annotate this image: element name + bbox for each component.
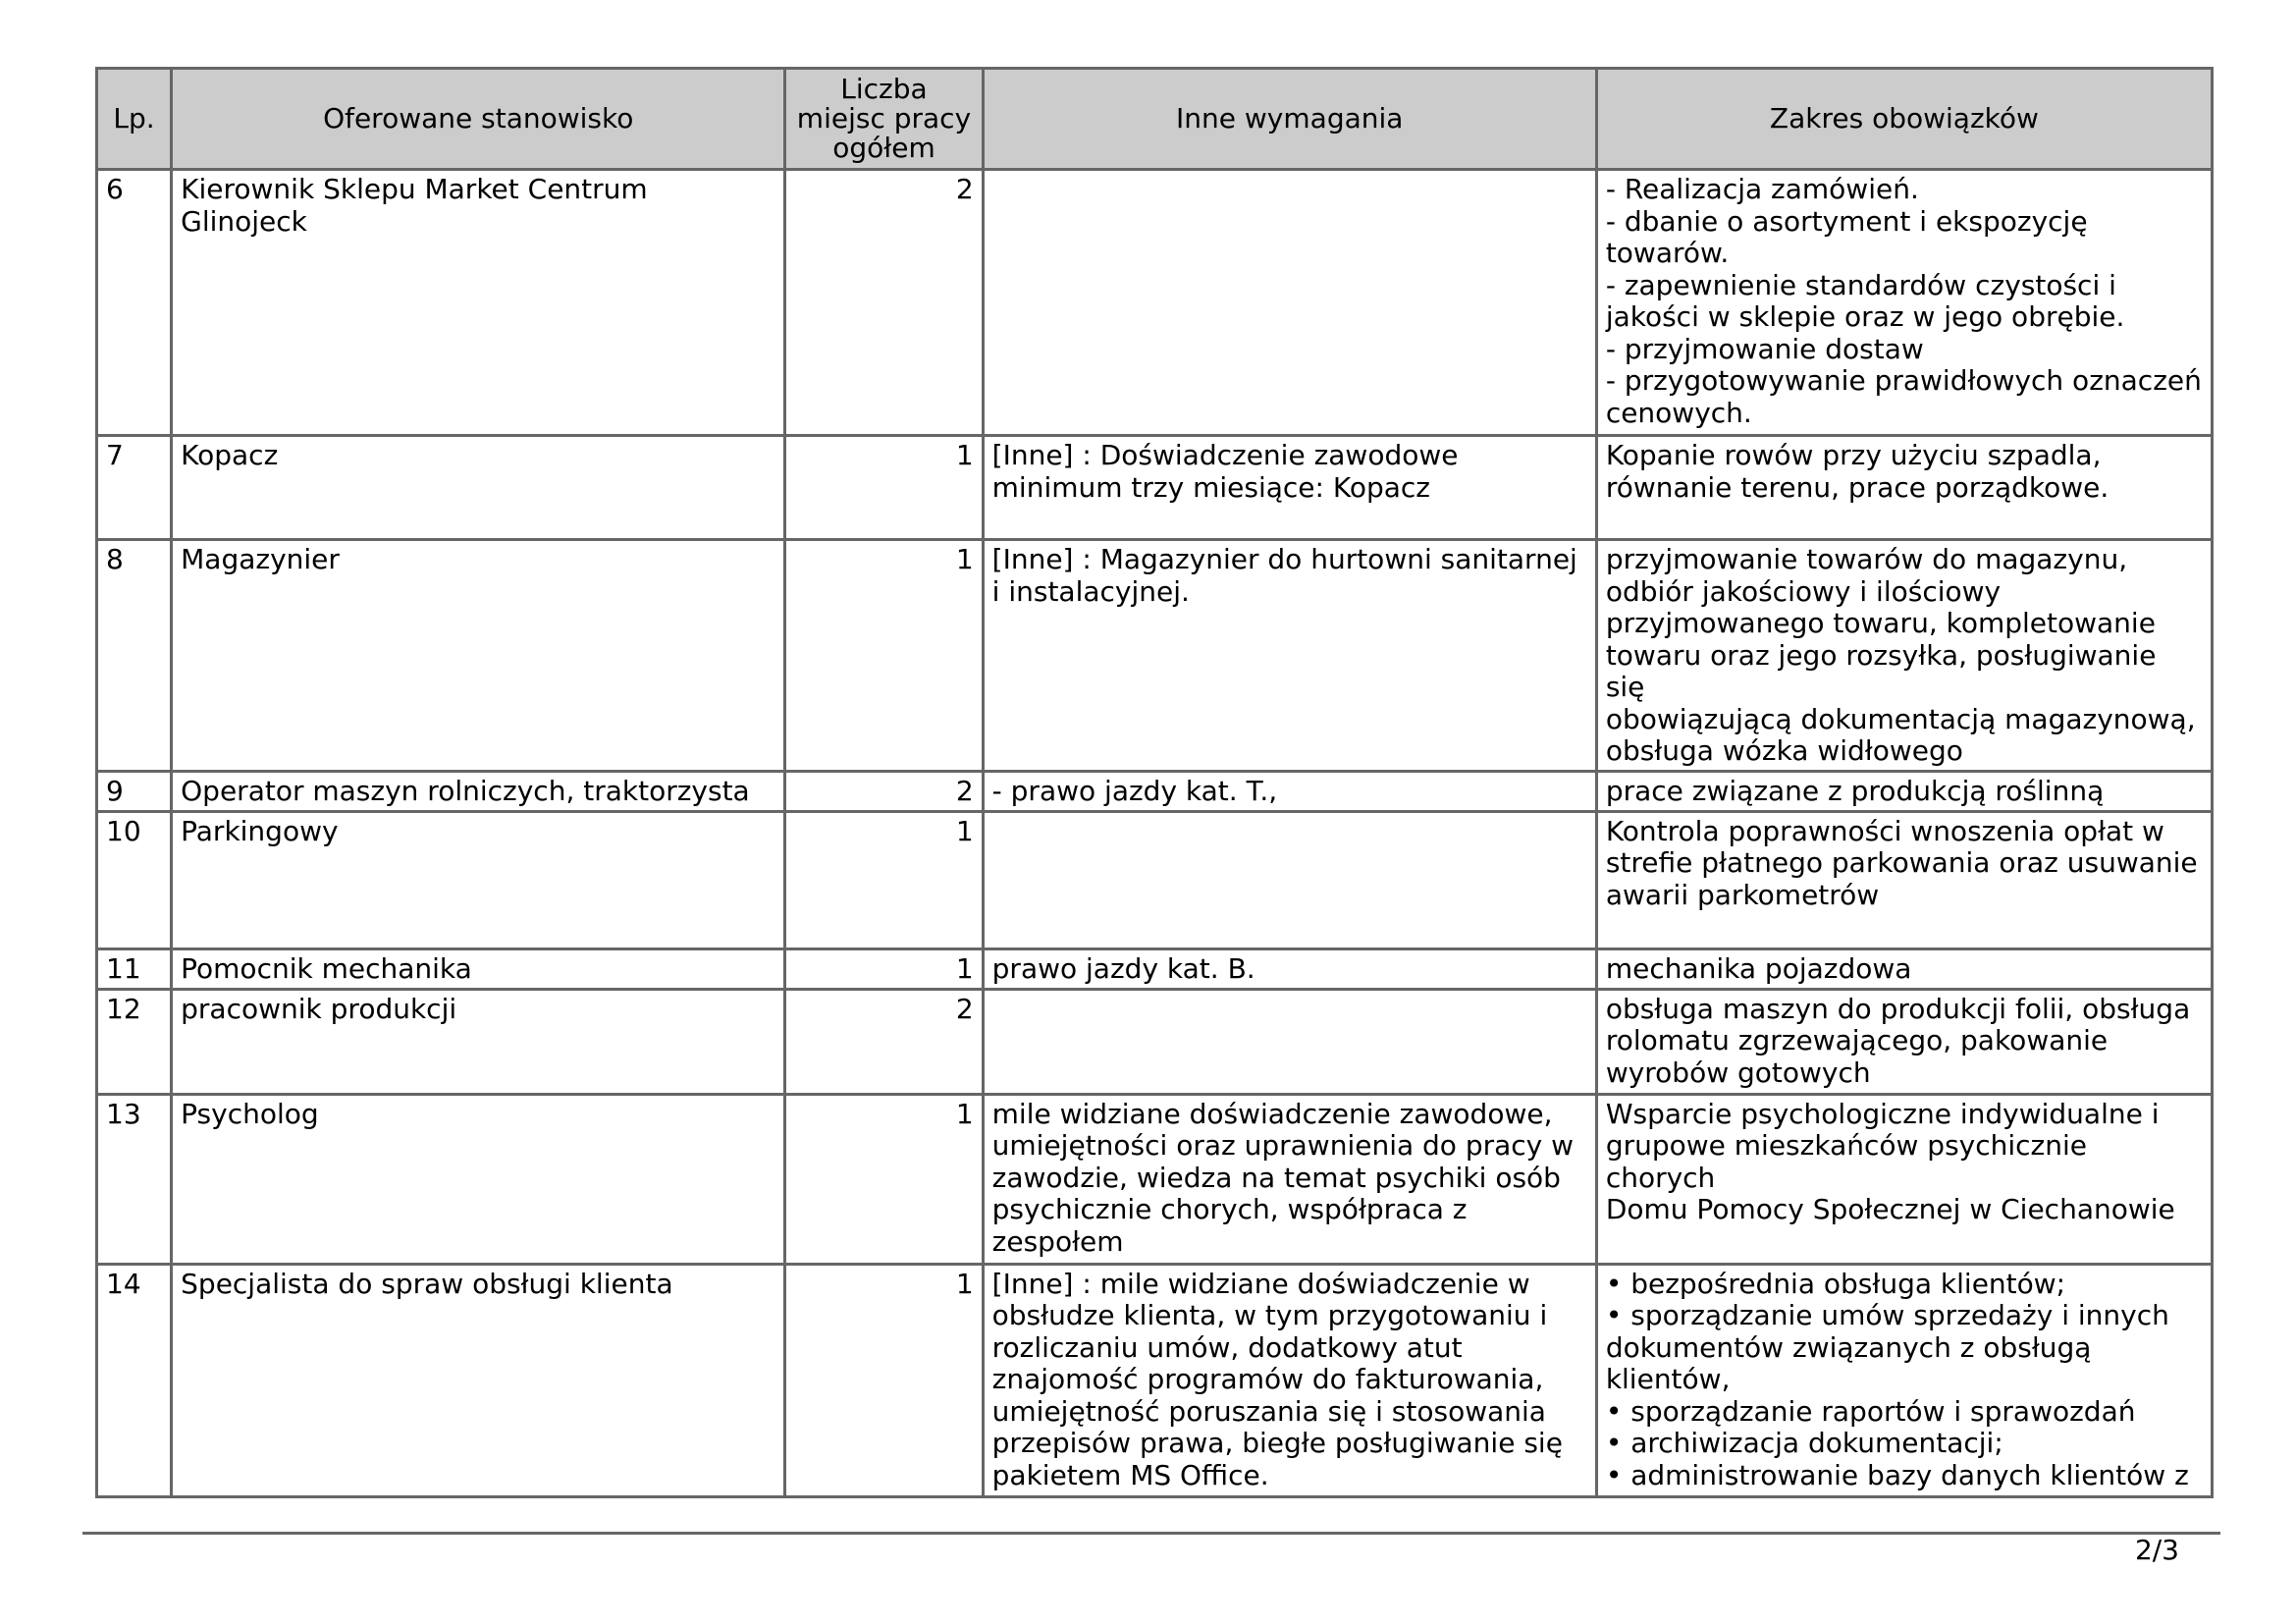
- cell-lp: 10: [97, 811, 172, 948]
- header-count: Liczba miejsc pracy ogółem: [785, 69, 983, 170]
- table-row: [97, 170, 2213, 436]
- cell-requirements: - prawo jazdy kat. T.,: [983, 771, 1596, 811]
- cell-position: Pomocnik mechanika: [172, 948, 785, 989]
- cell-position: pracownik produkcji: [172, 989, 785, 1094]
- job-offers-table: [95, 67, 2214, 1498]
- cell-count: 2: [785, 771, 983, 811]
- cell-requirements: [Inne] : Doświadczenie zawodowe minimum trzy miesiące: Kopacz: [983, 436, 1596, 540]
- cell-duties: Kopanie rowów przy użyciu szpadla, równanie terenu, prace porządkowe.: [1596, 436, 2212, 540]
- cell-count: 1: [785, 1264, 983, 1496]
- cell-duties: przyjmowanie towarów do magazynu, odbiór jakościowy i ilościowy przyjmowanego towaru, kompletowanie towaru oraz jego rozsyłka, posługiwanie się obowiązującą dokumentacją magazynową, obsługa wózka widłowego: [1596, 540, 2212, 772]
- cell-duties: • bezpośrednia obsługa klientów; • sporządzanie umów sprzedaży i innych dokumentów związanych z obsługą klientów, • sporządzanie raportów i sprawozdań • archiwizacja dokumentacji; • administrowanie bazy danych klientów z: [1596, 1264, 2212, 1496]
- cell-lp: 12: [97, 989, 172, 1094]
- table-row: [97, 948, 2213, 989]
- cell-duties: mechanika pojazdowa: [1596, 948, 2212, 989]
- cell-position: Kierownik Sklepu Market Centrum Glinojeck: [172, 170, 785, 436]
- cell-count: 1: [785, 436, 983, 540]
- header-lp: Lp.: [97, 69, 172, 170]
- table-row: [97, 989, 2213, 1094]
- table-header: [97, 69, 2213, 170]
- table-continuation: [95, 1467, 2214, 1496]
- table-row: [97, 1094, 2213, 1264]
- cell-count: 1: [785, 1094, 983, 1264]
- cell-count: 1: [785, 540, 983, 772]
- cell-requirements: [Inne] : mile widziane doświadczenie w obsłudze klienta, w tym przygotowaniu i rozliczaniu umów, dodatkowy atut znajomość programów do fakturowania, umiejętność poruszania się i stosowania przepisów prawa, biegłe posługiwanie się pakietem MS Office.: [983, 1264, 1596, 1496]
- cell-count: 1: [785, 948, 983, 989]
- table-row: [97, 771, 2213, 811]
- cell-position: Kopacz: [172, 436, 785, 540]
- table-row: [97, 1264, 2213, 1496]
- page-number: 2/3: [2134, 1534, 2179, 1566]
- cell-lp: 13: [97, 1094, 172, 1264]
- footer-divider: [82, 1532, 2220, 1535]
- header-position: Oferowane stanowisko: [172, 69, 785, 170]
- cell-position: Parkingowy: [172, 811, 785, 948]
- header-row: [97, 69, 2213, 170]
- cell-position: Psycholog: [172, 1094, 785, 1264]
- table-body: [97, 170, 2213, 1497]
- cell-requirements: mile widziane doświadczenie zawodowe, umiejętności oraz uprawnienia do pracy w zawodzie, wiedza na temat psychiki osób psychicznie chorych, współpraca z zespołem: [983, 1094, 1596, 1264]
- table-row: [97, 436, 2213, 540]
- header-duties: Zakres obowiązków: [1596, 69, 2212, 170]
- cell-duties: Kontrola poprawności wnoszenia opłat w strefie płatnego parkowania oraz usuwanie awarii parkometrów: [1596, 811, 2212, 948]
- cell-duties: obsługa maszyn do produkcji folii, obsługa rolomatu zgrzewającego, pakowanie wyrobów gotowych: [1596, 989, 2212, 1094]
- cell-duties: - Realizacja zamówień. - dbanie o asortyment i ekspozycję towarów. - zapewnienie standardów czystości i jakości w sklepie oraz w jego obrębie. - przyjmowanie dostaw - przygotowywanie prawidłowych oznaczeń cenowych.: [1596, 170, 2212, 436]
- cell-lp: 14: [97, 1264, 172, 1496]
- cell-count: 1: [785, 811, 983, 948]
- cell-requirements: prawo jazdy kat. B.: [983, 948, 1596, 989]
- table-row: [97, 811, 2213, 948]
- header-requirements: Inne wymagania: [983, 69, 1596, 170]
- cell-position: Specjalista do spraw obsługi klienta: [172, 1264, 785, 1496]
- table-row: [97, 540, 2213, 772]
- cell-count: 2: [785, 989, 983, 1094]
- cell-position: Magazynier: [172, 540, 785, 772]
- cell-lp: 6: [97, 170, 172, 436]
- cell-lp: 8: [97, 540, 172, 772]
- cell-requirements: [983, 989, 1596, 1094]
- cell-duties: prace związane z produkcją roślinną: [1596, 771, 2212, 811]
- cell-lp: 11: [97, 948, 172, 989]
- cell-requirements: [983, 811, 1596, 948]
- cell-lp: 9: [97, 771, 172, 811]
- cell-requirements: [Inne] : Magazynier do hurtowni sanitarnej i instalacyjnej.: [983, 540, 1596, 772]
- cell-duties: Wsparcie psychologiczne indywidualne i grupowe mieszkańców psychicznie chorych Domu Pomocy Społecznej w Ciechanowie: [1596, 1094, 2212, 1264]
- cell-position: Operator maszyn rolniczych, traktorzysta: [172, 771, 785, 811]
- cell-requirements: [983, 170, 1596, 436]
- cell-lp: 7: [97, 436, 172, 540]
- cell-count: 2: [785, 170, 983, 436]
